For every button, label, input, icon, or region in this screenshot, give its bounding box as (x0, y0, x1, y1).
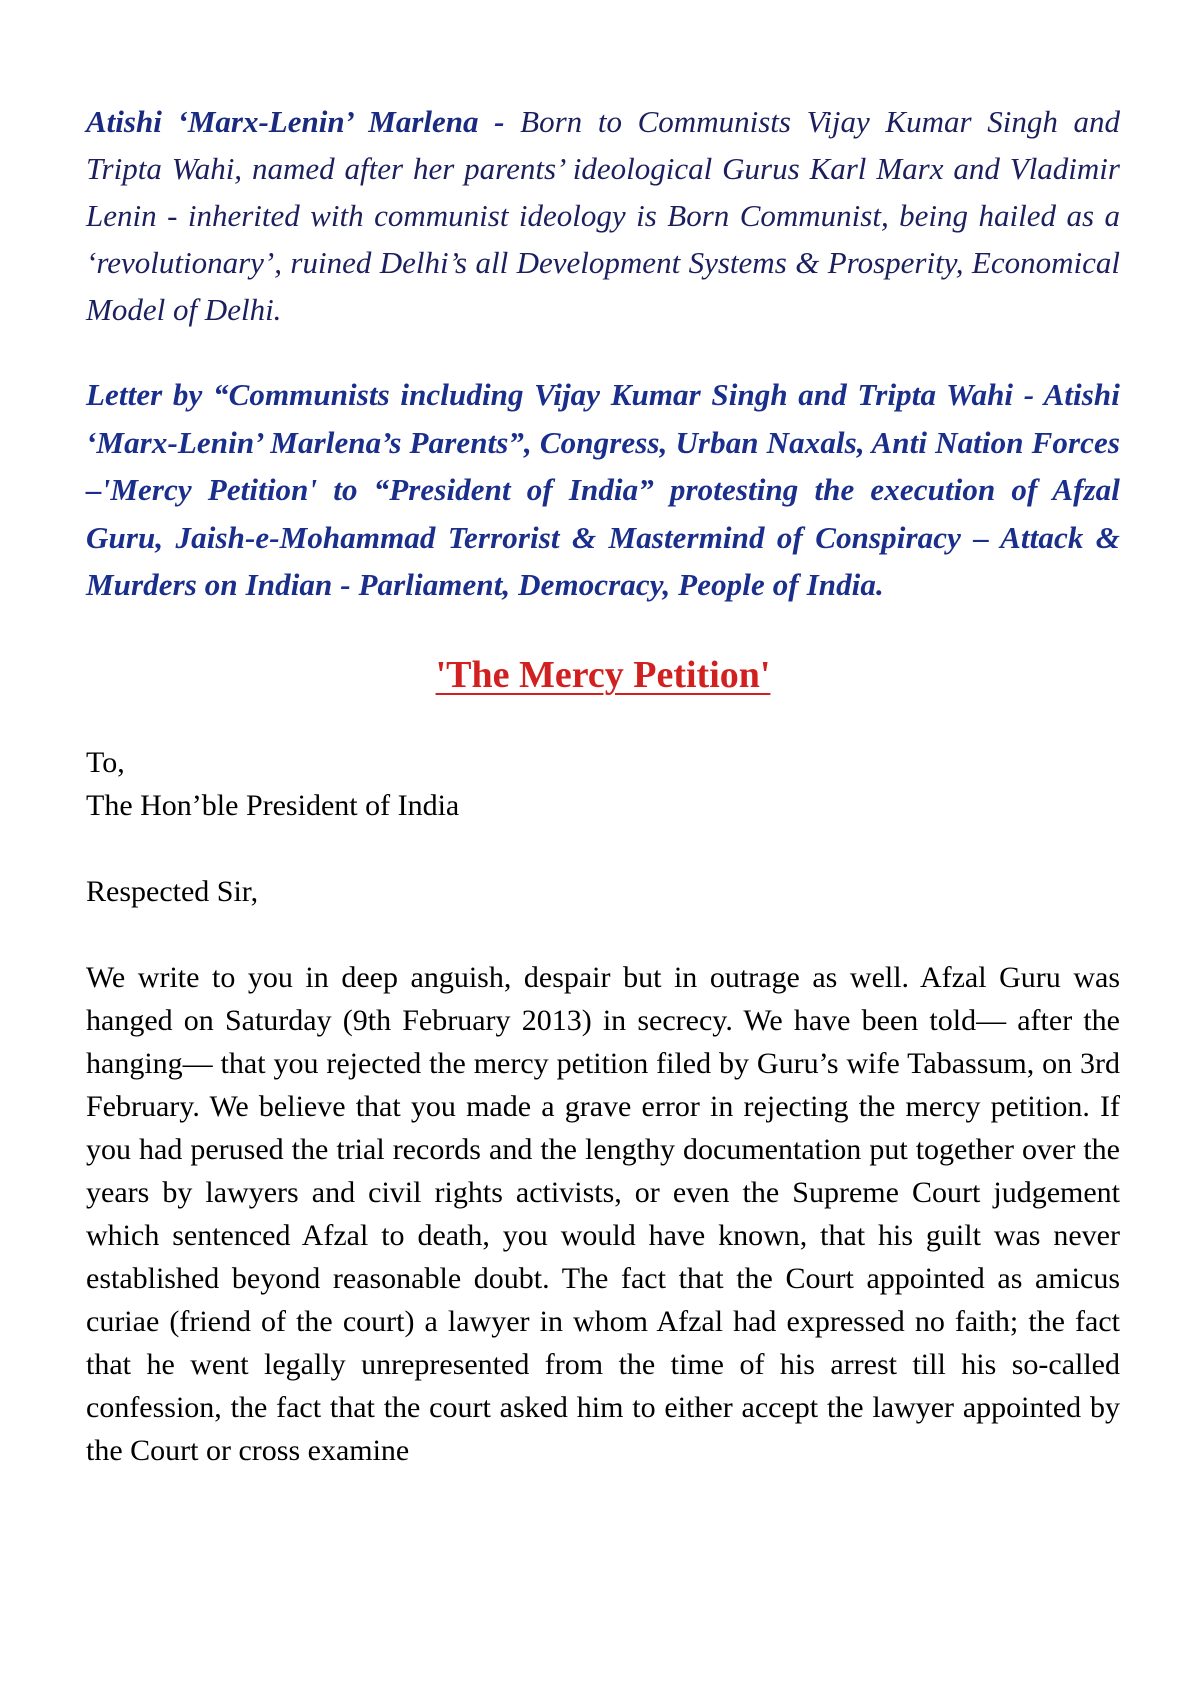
intro-paragraph (86, 98, 1120, 333)
letter-body-paragraph: We write to you in deep anguish, despair but in outrage as well. Afzal Guru was hanged on Saturday (9th February 2013) in secrecy. We have been told— after the hanging— that you rejected the mercy petition filed by Guru’s wife Tabassum, on 3rd February. We believe that you made a grave error in rejecting the mercy petition. If you had perused the trial records and the lengthy documentation put together over the years by lawyers and civil rights activists, or even the Supreme Court judgement which sentenced Afzal to death, you would have known, that his guilt was never established beyond reasonable doubt. The fact that the Court appointed as amicus curiae (friend of the court) a lawyer in whom Afzal had expressed no faith; the fact that he went legally unrepresented from the time of his arrest till his so-called confession, the fact that the court asked him to either accept the lawyer appointed by the Court or cross examine (86, 960, 1120, 1467)
page-content (86, 98, 1120, 1472)
intro-name: Atishi ‘Marx-Lenin’ Marlena - (86, 104, 505, 139)
letter-heading: Letter by “Communists including Vijay Kumar Singh and Tripta Wahi - Atishi ‘Marx-Lenin’ Marlena’s Parents”, Congress, Urban Naxals, Anti Nation Forces –'Mercy Petition' to “President of India” protesting the execution of Afzal Guru, Jaish-e-Mohammad Terrorist & Mastermind of Conspiracy – Attack & Murders on Indian - Parliament, Democracy, People of India. (86, 377, 1120, 602)
addressee: The Hon’ble President of India (86, 788, 460, 822)
petition-title-text: 'The Mercy Petition' (435, 653, 771, 696)
intro-text: Born to Communists Vijay Kumar Singh and Tripta Wahi, named after her parents’ ideological Gurus Karl Marx and Vladimir Lenin - inherited with communist ideology is Born Communist, being hailed as a ‘revolutionary’, ruined Delhi’s all Development Systems & Prosperity, Economical Model of Delhi. (86, 104, 1120, 327)
salutation-to: To, (86, 745, 125, 779)
greeting: Respected Sir, (86, 874, 259, 908)
petition-title (86, 651, 1120, 699)
